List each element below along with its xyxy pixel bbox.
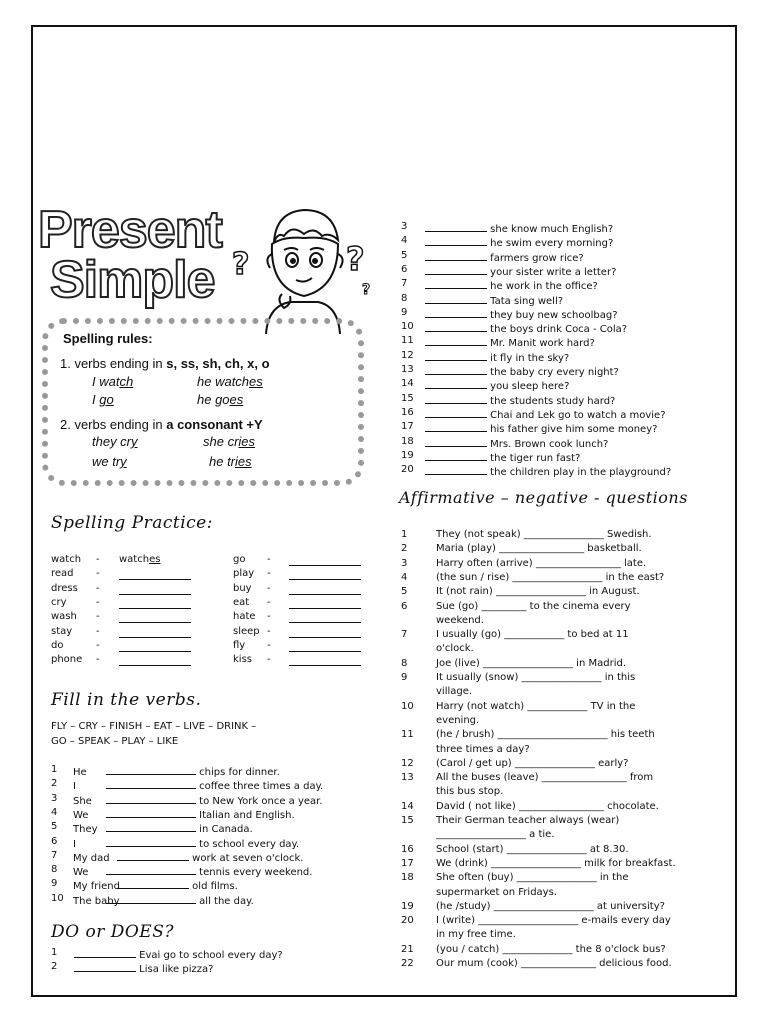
item-number: 2: [51, 778, 58, 790]
answer-blank[interactable]: [425, 293, 487, 304]
do-does-item: the baby cry every night?: [425, 364, 619, 378]
item-number: 2: [401, 543, 408, 555]
item-number: 5: [401, 249, 408, 261]
practice-answer-blank[interactable]: [289, 622, 361, 623]
rule-2-example-d: he tries: [209, 454, 252, 469]
answer-blank[interactable]: [106, 836, 196, 847]
item-number: 3: [401, 221, 408, 232]
practice-word: read: [51, 568, 74, 580]
practice-answer-blank[interactable]: [119, 622, 191, 623]
title-simple: Simple: [50, 251, 215, 309]
item-number: 10: [51, 892, 64, 904]
exercise-item: We (drink) __________________ milk for breakfast.: [436, 857, 676, 869]
exercise-item-continued: village.: [436, 686, 473, 698]
practice-dash: -: [96, 568, 100, 580]
svg-text:?: ?: [232, 247, 250, 282]
item-number: 15: [401, 815, 414, 826]
do-does-heading: DO or DOES?: [51, 922, 174, 942]
rule-2-example-b: she cries: [203, 434, 256, 449]
item-number: 17: [401, 421, 414, 433]
practice-answer-blank[interactable]: [119, 608, 191, 609]
answer-blank[interactable]: [106, 864, 196, 875]
item-number: 14: [401, 378, 414, 390]
do-does-item: Lisa like pizza?: [74, 961, 213, 975]
item-number: 13: [401, 772, 414, 784]
affirmative-negative-heading: Affirmative – negative - questions: [399, 488, 688, 507]
practice-word: eat: [233, 596, 250, 608]
practice-word: fly: [233, 639, 246, 651]
exercise-item: I (write) ____________________ e-mails every day: [436, 915, 671, 927]
do-does-item: the children play in the playground?: [425, 464, 671, 478]
answer-blank[interactable]: [425, 221, 487, 232]
exercise-item-continued: three times a day?: [436, 743, 530, 755]
fill-verb-item: She to New York once a year.: [73, 793, 323, 807]
practice-answer-blank[interactable]: [289, 608, 361, 609]
item-number: 18: [401, 435, 414, 447]
exercise-item-continued: o'clock.: [436, 643, 474, 655]
item-number: 1: [51, 947, 58, 958]
fill-verb-item: My friend old films.: [73, 878, 238, 892]
item-number: 7: [51, 849, 58, 861]
answer-blank[interactable]: [425, 407, 487, 418]
exercise-item: David ( not like) _________________ chocolate.: [436, 800, 659, 812]
verb-bank-line-1: FLY – CRY – FINISH – EAT – LIVE – DRINK –: [51, 721, 257, 732]
answer-blank[interactable]: [425, 364, 487, 375]
rule-1-example-b: he watches: [197, 374, 263, 389]
exercise-item-continued: supermarket on Fridays.: [436, 886, 557, 898]
item-number: 16: [401, 843, 414, 855]
practice-word: sleep: [233, 625, 260, 637]
fill-verb-item: I to school every day.: [73, 836, 299, 850]
practice-answer-blank[interactable]: [289, 565, 361, 566]
practice-word: buy: [233, 582, 252, 594]
practice-answer-blank[interactable]: [289, 651, 361, 652]
practice-dash: -: [267, 568, 271, 580]
practice-word: dress: [51, 582, 78, 594]
exercise-item: Sue (go) _________ to the cinema every: [436, 600, 631, 612]
verb-bank-line-2: GO – SPEAK – PLAY – LIKE: [51, 736, 179, 747]
item-number: 9: [51, 878, 58, 890]
item-number: 11: [401, 335, 414, 347]
item-number: 1: [51, 764, 58, 775]
answer-blank[interactable]: [425, 235, 487, 246]
item-number: 11: [401, 729, 414, 741]
do-does-item: they buy new schoolbag?: [425, 307, 618, 321]
do-does-item: she know much English?: [425, 221, 613, 235]
item-number: 2: [51, 961, 58, 973]
do-does-item: it fly in the sky?: [425, 350, 569, 364]
exercise-item: It (not rain) __________________ in August.: [436, 586, 640, 598]
practice-dash: -: [96, 625, 100, 637]
practice-answer-blank[interactable]: [289, 665, 361, 666]
fill-verb-item: I coffee three times a day.: [73, 778, 323, 792]
practice-dash: -: [267, 596, 271, 608]
answer-blank[interactable]: [106, 807, 196, 818]
answer-blank[interactable]: [106, 793, 196, 804]
item-number: 17: [401, 857, 414, 869]
practice-dash: -: [96, 654, 100, 666]
item-number: 7: [401, 629, 408, 641]
svg-text:?: ?: [346, 240, 365, 278]
rule-1-example-a: I watch: [92, 374, 134, 389]
answer-blank[interactable]: [106, 821, 196, 832]
item-number: 16: [401, 406, 414, 418]
do-does-item: Evai go to school every day?: [74, 947, 283, 961]
item-number: 7: [401, 278, 408, 290]
exercise-item-continued: evening.: [436, 714, 480, 726]
answer-blank[interactable]: [425, 421, 487, 432]
thinking-boy-illustration: [226, 202, 376, 334]
exercise-item: She often (buy) ________________ in the: [436, 872, 629, 884]
exercise-item: Maria (play) _________________ basketball.: [436, 543, 642, 555]
practice-dash: -: [267, 582, 271, 594]
practice-word: stay: [51, 625, 73, 637]
do-does-item: he work in the office?: [425, 278, 598, 292]
do-does-item: the boys drink Coca - Cola?: [425, 321, 627, 335]
do-does-item: he swim every morning?: [425, 235, 613, 249]
fill-verb-item: He chips for dinner.: [73, 764, 280, 778]
item-number: 19: [401, 900, 414, 912]
exercise-item-continued: weekend.: [436, 614, 484, 626]
exercise-item-continued: in my free time.: [436, 929, 516, 941]
item-number: 4: [401, 235, 408, 247]
practice-dash: -: [267, 554, 271, 565]
practice-dash: -: [267, 639, 271, 651]
practice-word: play: [233, 568, 255, 580]
answer-blank[interactable]: [106, 893, 196, 904]
item-number: 4: [401, 571, 408, 583]
exercise-item: (he /study) ____________________ at university?: [436, 900, 665, 912]
item-number: 21: [401, 943, 414, 955]
practice-answer: watches: [119, 554, 161, 565]
item-number: 15: [401, 392, 414, 404]
answer-blank[interactable]: [74, 961, 136, 972]
answer-blank[interactable]: [425, 436, 487, 447]
item-number: 22: [401, 958, 414, 969]
practice-word: cry: [51, 596, 67, 608]
item-number: 6: [401, 600, 408, 612]
practice-word: do: [51, 639, 64, 651]
answer-blank[interactable]: [425, 393, 487, 404]
rule-2-endings: a consonant +Y: [166, 417, 263, 432]
fill-verb-item: My dad work at seven o'clock.: [73, 850, 303, 864]
practice-dash: -: [96, 639, 100, 651]
svg-text:?: ?: [362, 282, 371, 298]
rule-1-prefix: 1. verbs ending in: [60, 356, 167, 371]
practice-word: hate: [233, 611, 256, 623]
fill-verb-item: We tennis every weekend.: [73, 864, 312, 878]
item-number: 4: [51, 806, 58, 818]
practice-dash: -: [96, 611, 100, 623]
item-number: 10: [401, 321, 414, 333]
exercise-item: (he / brush) ______________________ his teeth: [436, 729, 655, 741]
rule-1: [60, 356, 270, 371]
practice-word: kiss: [233, 654, 252, 666]
exercise-item: I usually (go) ____________ to bed at 11: [436, 629, 629, 641]
practice-answer-blank[interactable]: [289, 637, 361, 638]
answer-blank[interactable]: [425, 450, 487, 461]
practice-answer-blank[interactable]: [289, 579, 361, 580]
item-number: 3: [401, 557, 408, 569]
item-number: 14: [401, 800, 414, 812]
fill-verb-item: The baby all the day.: [73, 893, 254, 907]
answer-blank[interactable]: [425, 250, 487, 261]
practice-answer-blank[interactable]: [119, 637, 191, 638]
rule-2-example-c: we try: [92, 454, 127, 469]
practice-word: wash: [51, 611, 77, 623]
item-number: 5: [51, 821, 58, 833]
spelling-practice-heading: Spelling Practice:: [51, 513, 213, 533]
answer-blank[interactable]: [425, 350, 487, 361]
exercise-item: Our mum (cook) _______________ delicious food.: [436, 958, 672, 969]
do-does-item: Chai and Lek go to watch a movie?: [425, 407, 666, 421]
answer-blank[interactable]: [106, 764, 196, 775]
do-does-item: Mrs. Brown cook lunch?: [425, 436, 608, 450]
exercise-item-continued: this bus stop.: [436, 786, 504, 798]
rule-1-example-d: he goes: [197, 392, 244, 407]
do-does-item: the students study hard?: [425, 393, 615, 407]
practice-answer-blank[interactable]: [119, 665, 191, 666]
practice-word: go: [233, 554, 246, 565]
item-number: 18: [401, 872, 414, 884]
do-does-item: his father give him some money?: [425, 421, 657, 435]
item-number: 20: [401, 464, 414, 476]
item-number: 12: [401, 349, 414, 361]
exercise-item: Joe (live) __________________ in Madrid.: [436, 657, 626, 669]
practice-dash: -: [96, 554, 100, 565]
item-number: 3: [51, 792, 58, 804]
answer-blank[interactable]: [117, 850, 189, 861]
practice-answer-blank[interactable]: [119, 651, 191, 652]
practice-answer-blank[interactable]: [119, 579, 191, 580]
answer-blank[interactable]: [425, 378, 487, 389]
exercise-item: School (start) ________________ at 8.30.: [436, 843, 629, 855]
exercise-item: (Carol / get up) ________________ early?: [436, 757, 629, 769]
rule-2: [60, 417, 263, 432]
item-number: 19: [401, 449, 414, 461]
rule-1-example-c: I go: [92, 392, 114, 407]
exercise-item-continued: __________________ a tie.: [436, 829, 555, 841]
spelling-rules-heading: Spelling rules:: [63, 331, 153, 346]
answer-blank[interactable]: [425, 264, 487, 275]
item-number: 6: [51, 835, 58, 847]
answer-blank[interactable]: [425, 307, 487, 318]
practice-dash: -: [267, 611, 271, 623]
practice-dash: -: [96, 596, 100, 608]
rule-1-endings: s, ss, sh, ch, x, o: [166, 356, 270, 371]
answer-blank[interactable]: [106, 778, 196, 789]
exercise-item: Harry (not watch) ____________ TV in the: [436, 700, 636, 712]
answer-blank[interactable]: [117, 878, 189, 889]
item-number: 10: [401, 700, 414, 712]
item-number: 13: [401, 364, 414, 375]
item-number: 8: [51, 864, 58, 876]
exercise-item: Harry often (arrive) _________________ late.: [436, 557, 647, 569]
practice-dash: -: [267, 654, 271, 666]
exercise-item: Their German teacher always (wear): [436, 815, 620, 826]
item-number: 9: [401, 672, 408, 683]
exercise-item: All the buses (leave) _________________ from: [436, 772, 654, 784]
exercise-item: They (not speak) ________________ Swedish.: [436, 529, 652, 540]
do-does-item: farmers grow rice?: [425, 250, 584, 264]
practice-word: watch: [51, 554, 82, 565]
item-number: 8: [401, 292, 408, 304]
do-does-item: Tata sing well?: [425, 293, 563, 307]
practice-answer-blank[interactable]: [289, 594, 361, 595]
item-number: 9: [401, 306, 408, 318]
answer-blank[interactable]: [425, 278, 487, 289]
answer-blank[interactable]: [425, 321, 487, 332]
exercise-item: It usually (snow) ________________ in this: [436, 672, 636, 683]
exercise-item: (the sun / rise) __________________ in the east?: [436, 571, 665, 583]
fill-verb-item: We Italian and English.: [73, 807, 295, 821]
fill-verb-item: They in Canada.: [73, 821, 253, 835]
answer-blank[interactable]: [74, 947, 136, 958]
item-number: 8: [401, 657, 408, 669]
item-number: 1: [401, 529, 408, 540]
practice-answer-blank[interactable]: [119, 594, 191, 595]
item-number: 5: [401, 586, 408, 598]
title-present: Present: [38, 201, 222, 259]
do-does-item: Mr. Manit work hard?: [425, 335, 595, 349]
rule-2-prefix: 2. verbs ending in: [60, 417, 167, 432]
do-does-item: your sister write a letter?: [425, 264, 616, 278]
answer-blank[interactable]: [425, 335, 487, 346]
rule-2-example-a: they cry: [92, 434, 138, 449]
practice-word: phone: [51, 654, 83, 666]
practice-dash: -: [96, 582, 100, 594]
item-number: 12: [401, 757, 414, 769]
item-number: 6: [401, 263, 408, 275]
do-does-item: you sleep here?: [425, 378, 569, 392]
do-does-item: the tiger run fast?: [425, 450, 580, 464]
answer-blank[interactable]: [425, 464, 487, 475]
item-number: 20: [401, 915, 414, 927]
fill-verbs-heading: Fill in the verbs.: [51, 690, 202, 710]
exercise-item: (you / catch) ______________ the 8 o'clock bus?: [436, 943, 666, 955]
practice-dash: -: [267, 625, 271, 637]
